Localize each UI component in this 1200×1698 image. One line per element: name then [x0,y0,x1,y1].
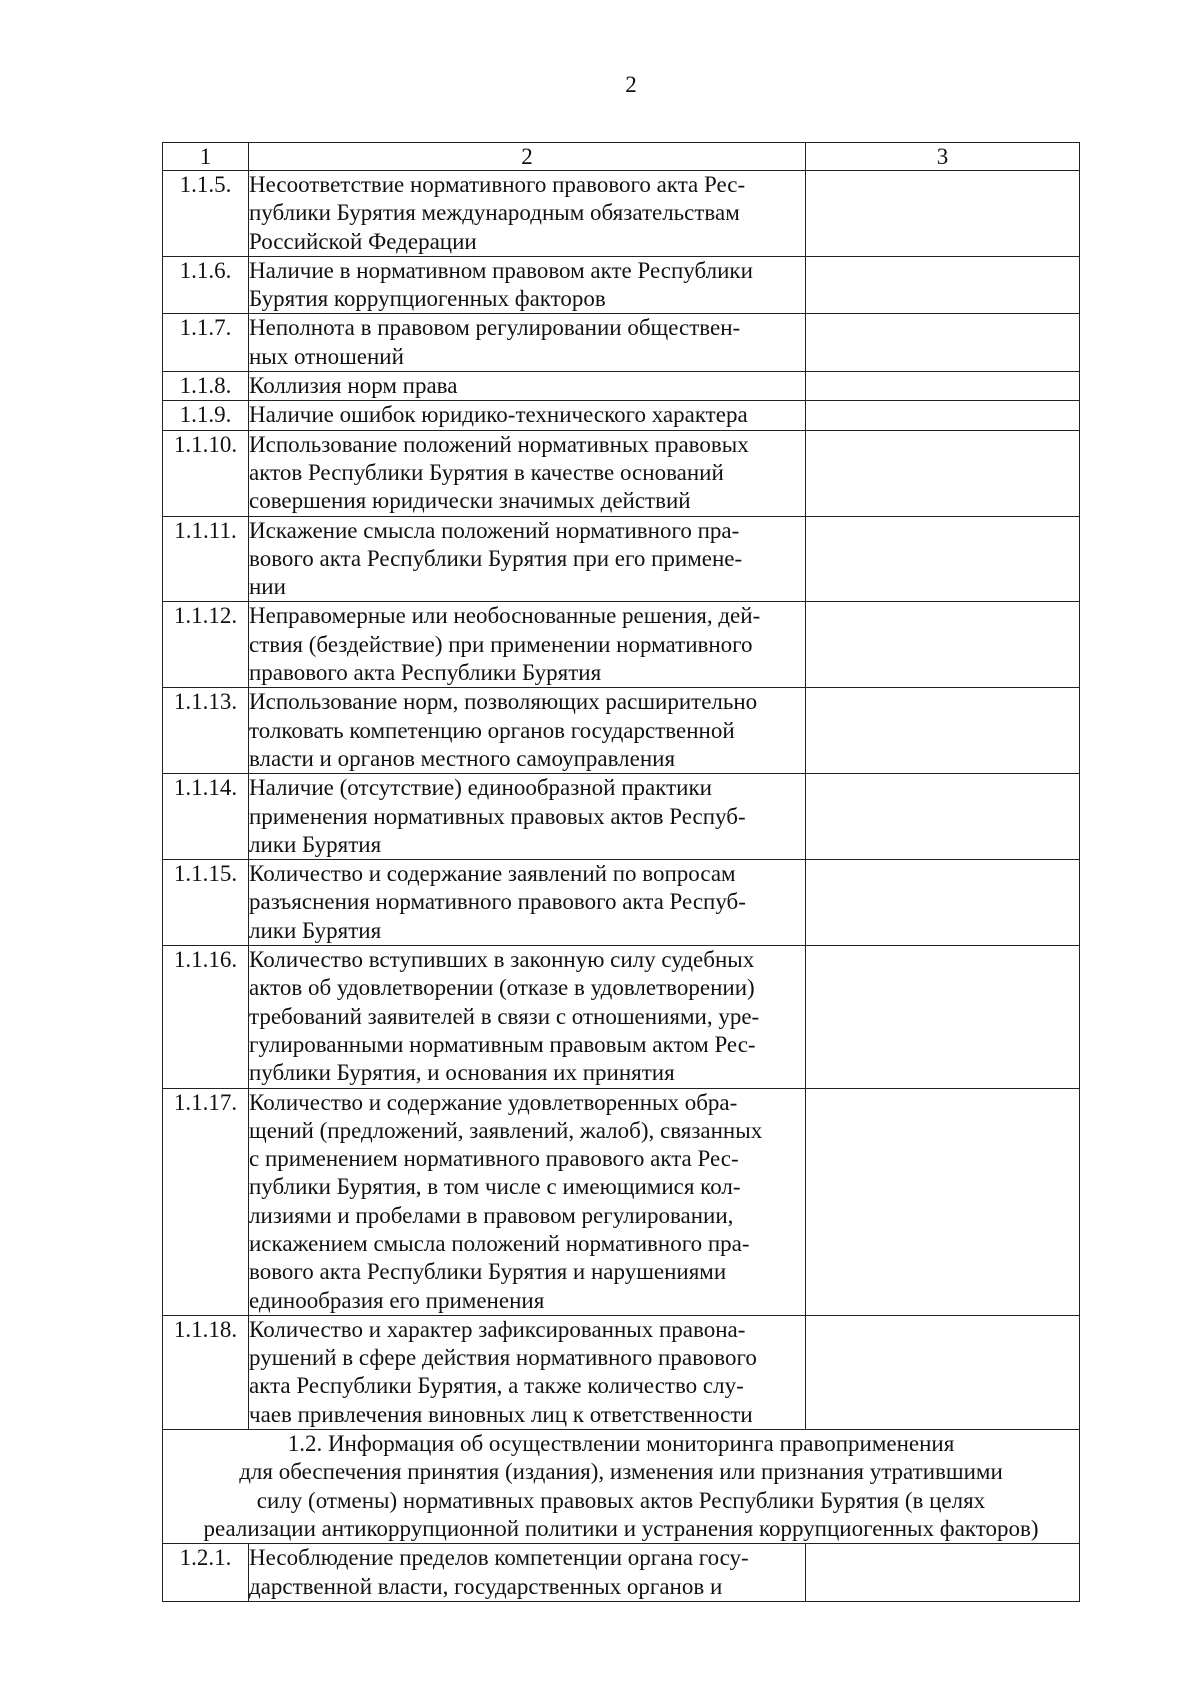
description-line: ных отношений [249,343,404,369]
description-line: вового акта Республики Бурятия при его примене- [249,545,743,571]
description-line: Бурятия коррупциогенных факторов [249,286,606,312]
item-number: 1.1.17. [163,1088,249,1315]
description-line: Наличие (отсутствие) единообразной практики [249,775,712,801]
table-row [163,688,1080,774]
monitoring-table [162,142,1080,1602]
description-line: Использование норм, позволяющих расширительно [249,689,758,715]
item-number: 1.1.7. [163,314,249,372]
item-description [249,314,806,372]
table-row [163,1315,1080,1429]
description-line: Использование положений нормативных правовых [249,431,749,457]
table-header-row [163,143,1080,171]
item-number: 1.1.11. [163,516,249,602]
description-line: Российской Федерации [249,228,477,254]
item-description [249,1544,806,1602]
description-line: Несоблюдение пределов компетенции органа госу- [249,1545,749,1571]
item-number: 1.1.6. [163,256,249,314]
description-line: публики Бурятия, в том числе с имеющимися кол- [249,1174,741,1200]
description-line: ствия (бездействие) при применении нормативного [249,631,753,657]
table-row [163,430,1080,516]
description-line: Наличие ошибок юридико-технического характера [249,402,748,428]
item-description [249,256,806,314]
header-col-3: 3 [806,143,1080,171]
item-number: 1.1.5. [163,171,249,257]
description-line: власти и органов местного самоуправления [249,745,676,771]
description-line: Неправомерные или необоснованные решения, дей- [249,603,761,629]
item-number: 1.1.14. [163,774,249,860]
section-heading-line: для обеспечения принятия (издания), изменения или признания утратившими [239,1459,1003,1485]
description-line: нии [249,574,286,600]
description-line: Количество и содержание удовлетворенных обра- [249,1089,738,1115]
item-value [806,688,1080,774]
item-description [249,516,806,602]
item-number: 1.1.15. [163,860,249,946]
item-value [806,430,1080,516]
item-description [249,860,806,946]
table-row [163,946,1080,1088]
description-line: правового акта Республики Бурятия [249,660,602,686]
item-value [806,860,1080,946]
item-value [806,401,1080,430]
item-description [249,171,806,257]
item-value [806,1088,1080,1315]
description-line: лики Бурятия [249,831,382,857]
description-line: лизиями и пробелами в правовом регулировании, [249,1202,734,1228]
item-value [806,256,1080,314]
item-value [806,372,1080,401]
header-col-2: 2 [249,143,806,171]
description-line: требований заявителей в связи с отношениями, уре- [249,1003,760,1029]
section-heading-line: реализации антикоррупционной политики и устранения коррупциогенных факторов) [203,1515,1039,1541]
description-line: чаев привлечения виновных лиц к ответственности [249,1401,753,1427]
table-row [163,774,1080,860]
description-line: акта Республики Бурятия, а также количество слу- [249,1373,744,1399]
description-line: публики Бурятия, и основания их принятия [249,1060,675,1086]
table-row [163,171,1080,257]
description-line: лики Бурятия [249,917,382,943]
item-number: 1.1.16. [163,946,249,1088]
section-heading-line: силу (отмены) нормативных правовых актов Республики Бурятия (в целях [256,1487,986,1513]
item-value [806,1544,1080,1602]
item-description [249,1315,806,1429]
description-line: Наличие в нормативном правовом акте Республики [249,257,753,283]
item-description [249,946,806,1088]
description-line: дарственной власти, государственных органов и [249,1573,723,1599]
description-line: вового акта Республики Бурятия и нарушениями [249,1259,727,1285]
description-line: публики Бурятия международным обязательствам [249,200,740,226]
description-line: Количество и содержание заявлений по вопросам [249,861,736,887]
description-line: с применением нормативного правового акта Рес- [249,1146,739,1172]
table-row [163,1544,1080,1602]
description-line: совершения юридически значимых действий [249,488,691,514]
section-heading-row [163,1430,1080,1544]
table-row [163,1088,1080,1315]
item-description [249,372,806,401]
table-row [163,314,1080,372]
item-value [806,171,1080,257]
description-line: единообразия его применения [249,1287,545,1313]
description-line: актов Республики Бурятия в качестве оснований [249,459,724,485]
item-description [249,602,806,688]
item-number: 1.2.1. [163,1544,249,1602]
description-line: Несоответствие нормативного правового акта Рес- [249,172,746,197]
item-value [806,516,1080,602]
table-row [163,516,1080,602]
page-number: 2 [625,72,637,97]
item-number: 1.1.9. [163,401,249,430]
table-row [163,256,1080,314]
description-line: Количество и характер зафиксированных правона- [249,1316,746,1342]
header-col-1: 1 [163,143,249,171]
table-row [163,372,1080,401]
section-heading [163,1430,1080,1544]
description-line: Искажение смысла положений нормативного пра- [249,517,740,543]
description-line: актов об удовлетворении (отказе в удовлетворении) [249,975,755,1001]
item-value [806,946,1080,1088]
item-value [806,1315,1080,1429]
item-number: 1.1.18. [163,1315,249,1429]
item-value [806,774,1080,860]
table-row [163,401,1080,430]
description-line: толковать компетенцию органов государственной [249,717,735,743]
item-description [249,774,806,860]
table-row [163,602,1080,688]
description-line: применения нормативных правовых актов Респуб- [249,803,746,829]
description-line: рушений в сфере действия нормативного правового [249,1345,757,1371]
item-description [249,401,806,430]
description-line: разъяснения нормативного правового акта Респуб- [249,889,746,915]
item-description [249,430,806,516]
item-number: 1.1.8. [163,372,249,401]
item-number: 1.1.13. [163,688,249,774]
item-description [249,688,806,774]
item-value [806,314,1080,372]
description-line: Коллизия норм права [249,373,458,399]
table-body [163,143,1080,1602]
item-description [249,1088,806,1315]
section-heading-line: 1.2. Информация об осуществлении мониторинга правоприменения [287,1431,955,1457]
description-line: искажением смысла положений нормативного пра- [249,1230,750,1256]
item-value [806,602,1080,688]
table-row [163,860,1080,946]
description-line: Неполнота в правовом регулировании обществен- [249,315,741,341]
item-number: 1.1.12. [163,602,249,688]
description-line: щений (предложений, заявлений, жалоб), связанных [249,1117,763,1143]
item-number: 1.1.10. [163,430,249,516]
description-line: Количество вступивших в законную силу судебных [249,947,755,973]
description-line: гулированными нормативным правовым актом Рес- [249,1031,756,1057]
